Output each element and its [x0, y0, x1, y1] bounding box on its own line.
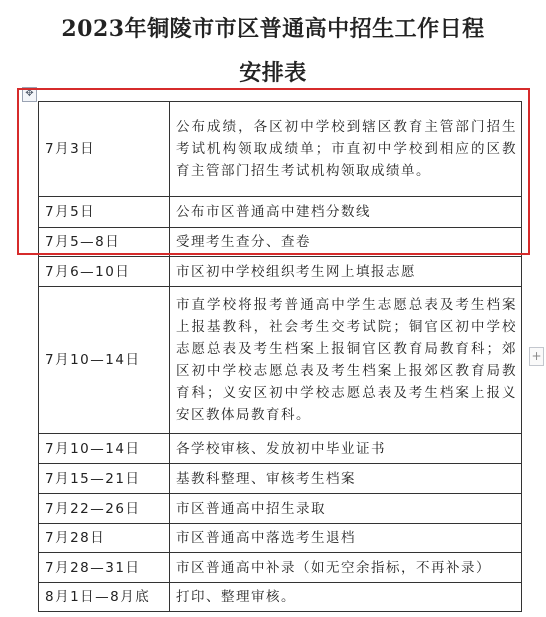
content-cell: 受理考生查分、查卷 [170, 228, 522, 257]
document-subtitle: 安排表 [239, 60, 307, 86]
content-cell: 基教科整理、审核考生档案 [170, 464, 522, 494]
content-cell: 各学校审核、发放初中毕业证书 [170, 434, 522, 464]
content-cell: 公布市区普通高中建档分数线 [170, 197, 522, 228]
content-cell: 市区普通高中补录（如无空余指标，不再补录） [170, 553, 522, 583]
table-row [39, 464, 522, 494]
table-row [39, 287, 522, 434]
schedule-table [38, 101, 522, 612]
table-row [39, 228, 522, 257]
content-cell: 打印、整理审核。 [170, 583, 522, 612]
add-column-icon[interactable]: + [529, 347, 544, 366]
content-cell: 市区初中学校组织考生网上填报志愿 [170, 257, 522, 287]
table-row [39, 102, 522, 197]
content-cell: 市区普通高中落选考生退档 [170, 524, 522, 553]
table-move-handle-icon[interactable]: ✥ [22, 87, 37, 102]
date-cell: 7月10—14日 [39, 287, 170, 434]
date-cell: 7月28—31日 [39, 553, 170, 583]
date-cell: 7月3日 [39, 102, 170, 197]
date-cell: 7月6—10日 [39, 257, 170, 287]
document-title: 2023年铜陵市市区普通高中招生工作日程 [61, 16, 485, 42]
table-row [39, 583, 522, 612]
table-row [39, 257, 522, 287]
date-cell: 7月10—14日 [39, 434, 170, 464]
content-cell: 市区普通高中招生录取 [170, 494, 522, 524]
date-cell: 7月5日 [39, 197, 170, 228]
table-row [39, 553, 522, 583]
table-row [39, 197, 522, 228]
date-cell: 8月1日—8月底 [39, 583, 170, 612]
content-cell: 市直学校将报考普通高中学生志愿总表及考生档案上报基教科，社会考生交考试院；铜官区初中学校志愿总表及考生档案上报铜官区教育局教育科；郊区初中学校志愿总表及考生档案上报郊区教育局教育科；义安区初中学校志愿总表及考生档案上报义安区教体局教育科。 [170, 287, 522, 434]
table-row [39, 524, 522, 553]
table-row [39, 434, 522, 464]
date-cell: 7月28日 [39, 524, 170, 553]
date-cell: 7月22—26日 [39, 494, 170, 524]
date-cell: 7月5—8日 [39, 228, 170, 257]
date-cell: 7月15—21日 [39, 464, 170, 494]
content-cell: 公布成绩，各区初中学校到辖区教育主管部门招生考试机构领取成绩单；市直初中学校到相应的区教育主管部门招生考试机构领取成绩单。 [170, 102, 522, 197]
table-row [39, 494, 522, 524]
